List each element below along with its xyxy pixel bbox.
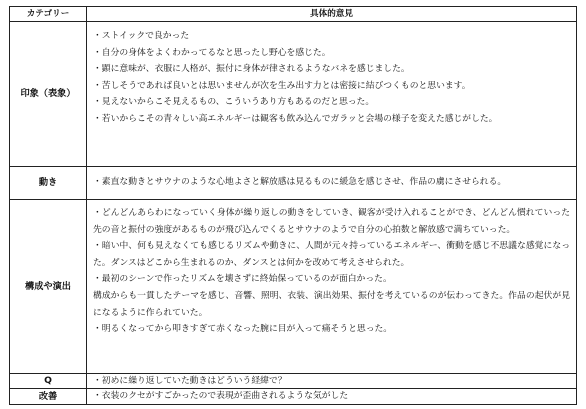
opinion-line: ・初めに繰り返していた動きはどういう経緯で？: [93, 376, 287, 386]
opinion-paragraph: ・どんどんあらわになっていく身体が繰り返しの動きをしていき、観客が受け入れることができ、どんどん慣れていった先の音と振付の強度があるものが飛び込んでくるとサウナのようで自分の心拍数と解放感で満ちていった。: [93, 208, 570, 235]
opinion-line: ・見えないからこそ見えるもの、こういうあり方もあるのだと思った。: [93, 97, 375, 108]
opinion-paragraph: ・明るくなってから叩きすぎて赤くなった腕に目が入って痛そうと思った。: [93, 324, 393, 335]
opinion-line: ・苦しそうであれば良いとは思いませんが次を生み出す力とは密接に結びつくものと思います。: [93, 80, 471, 91]
category-improvement: 改善: [10, 389, 87, 405]
category-composition: 構成や演出: [10, 200, 87, 374]
table-row-question: [10, 374, 577, 389]
opinions-movement: [87, 167, 577, 200]
category-impression: 印象（表象）: [10, 22, 87, 167]
category-movement: 動き: [10, 167, 87, 200]
table-row-movement: [10, 167, 577, 200]
opinion-line: ・若いからこその青々しい高エネルギーは観客も飲み込んでガラッと会場の様子を変えた感じがした。: [93, 113, 498, 124]
opinion-line: ・素直な動きとサウナのような心地よさと解放感は見るものに緩急を感じさせ、作品の虜にさせられる。: [93, 177, 507, 187]
header-opinion: 具体的意見: [87, 7, 577, 22]
opinions-improvement: [87, 389, 577, 405]
category-question: Q: [10, 374, 87, 389]
header-category: カテゴリー: [10, 7, 87, 22]
opinion-paragraph: 構成からも一貫したテーマを感じ、音響、照明、衣装、演出効果、振付を考えているのが伝わってきた。作品の起伏が見になるように作られていた。: [93, 290, 570, 318]
opinion-line: ・自分の身体をよくわかってるなと思ったし野心を感じた。: [93, 47, 331, 58]
opinions-impression: [87, 22, 577, 167]
table-row-composition: [10, 200, 577, 374]
opinion-line: ・顕に意味が、衣服に人格が、振付に身体が律されるようなバネを感じました。: [93, 64, 410, 75]
opinion-line: ・衣装のクセがすごかったので表現が歪曲されるような気がした: [93, 391, 349, 401]
opinions-question: [87, 374, 577, 389]
opinions-composition: [87, 200, 577, 374]
table-header-row: [10, 7, 577, 22]
table-row-improvement: [10, 389, 577, 405]
table-row-impression: [10, 22, 577, 167]
opinion-paragraph: ・最初のシーンで作ったリズムを壊さずに終始保っているのが面白かった。: [93, 274, 392, 285]
opinion-paragraph: ・暗い中、何も見えなくても感じるリズムや動きに、人間が元々持っているエネルギー、衝動を感じ不思議な感覚になった。ダンスはどこから生まれるのか、ダンスとは何かを改めて考えさせられた。: [93, 241, 570, 268]
opinions-table: [9, 6, 577, 405]
opinion-line: ・ストイックで良かった: [93, 31, 190, 41]
